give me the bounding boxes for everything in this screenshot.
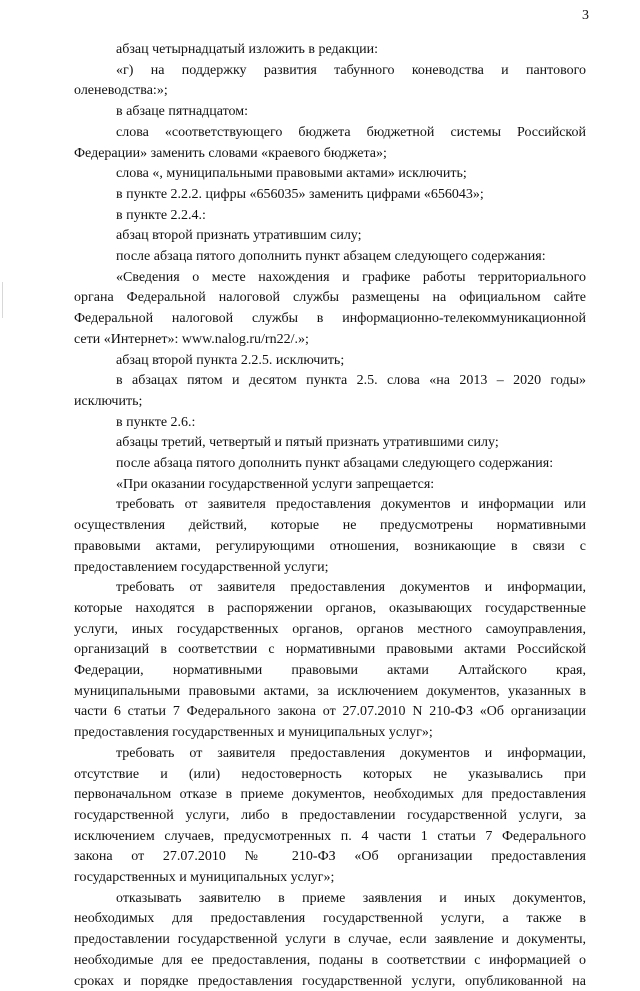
text-line: отказывать заявителю в приеме заявления и иных документов, xyxy=(116,890,586,906)
text-line: абзац второй признать утратившим силу; xyxy=(116,228,362,244)
text-line: государственной услуги, либо в предоставлении государственной услуги, за xyxy=(74,807,586,823)
text-line: требовать от заявителя предоставления документов и информации или xyxy=(116,497,586,513)
text-line: абзац второй пункта 2.2.5. исключить; xyxy=(116,352,345,368)
text-line: закона от 27.07.2010 № 210-ФЗ «Об организации предоставления xyxy=(74,849,586,865)
text-line: в пункте 2.2.4.: xyxy=(116,207,206,223)
text-line: после абзаца пятого дополнить пункт абзацем следующего содержания: xyxy=(116,249,546,264)
text-line: слова «соответствующего бюджета бюджетной системы Российской xyxy=(116,124,586,140)
text-line: в абзаце пятнадцатом: xyxy=(116,104,249,120)
text-line: после абзаца пятого дополнить пункт абзацами следующего содержания: xyxy=(116,456,554,471)
text-line: в пункте 2.6.: xyxy=(116,414,196,430)
text-line: предоставлением государственной услуги; xyxy=(74,559,329,575)
text-line: «г) на поддержку развития табунного коневодства и пантового xyxy=(116,62,586,78)
text-line: Федерации» заменить словами «краевого бюджета»; xyxy=(74,145,387,161)
text-line: необходимые для ее предоставления, поданы в соответствии с информацией о xyxy=(74,952,586,968)
text-line: которые находятся в распоряжении органов, оказывающих государственные xyxy=(74,600,586,616)
text-line: Федеральной налоговой службы в информационно-телекоммуникационной xyxy=(74,311,586,327)
page-number: 3 xyxy=(582,8,589,23)
text-line: осуществления действий, которые не предусмотрены нормативными xyxy=(74,518,586,534)
text-line: первоначальном отказе в приеме документов, необходимых для предоставления xyxy=(74,787,586,803)
text-line: абзацы третий, четвертый и пятый признать утратившими силу; xyxy=(116,435,499,451)
text-line: сети «Интернет»: www.nalog.ru/rn22/.»; xyxy=(74,331,309,347)
text-line: необходимых для предоставления государственной услуги, а также в xyxy=(74,911,586,927)
text-line: требовать от заявителя предоставления документов и информации, xyxy=(116,745,586,761)
text-line: части 6 статьи 7 Федерального закона от 27.07.2010 N 210-ФЗ «Об организации xyxy=(74,704,586,720)
text-line: в абзацах пятом и десятом пункта 2.5. слова «на 2013 – 2020 годы» xyxy=(116,373,586,389)
text-line: услуги, иных государственных органов, органов местного самоуправления, xyxy=(74,621,586,637)
text-line: органа Федеральной налоговой службы размещены на официальном сайте xyxy=(74,290,586,306)
scan-margin-mark xyxy=(2,282,11,318)
text-line: исключением случаев, предусмотренных п. 4 части 1 статьи 7 Федерального xyxy=(74,828,586,844)
text-line: государственных и муниципальных услуг»; xyxy=(74,870,335,885)
text-line: правовыми актами, регулирующими отношения, возникающие в связи с xyxy=(74,538,586,554)
text-line: предоставления государственных и муниципальных услуг»; xyxy=(74,725,433,741)
text-line: слова «, муниципальными правовыми актами» исключить; xyxy=(116,166,467,182)
text-line: «Сведения о месте нахождения и графике работы территориального xyxy=(116,269,586,285)
text-line: требовать от заявителя предоставления документов и информации, xyxy=(116,580,586,596)
text-line: организаций в соответствии с нормативными правовыми актами Российской xyxy=(74,642,586,658)
text-line: предоставлении государственной услуги в случае, если заявление и документы, xyxy=(74,932,586,948)
text-line: сроках и порядке предоставления государственной услуги, опубликованной на xyxy=(74,973,586,989)
text-line: исключить; xyxy=(74,393,143,409)
text-line: абзац четырнадцатый изложить в редакции: xyxy=(116,42,379,57)
text-line: отсутствие и (или) недостоверность которых не указывались при xyxy=(74,766,586,782)
text-line: в пункте 2.2.2. цифры «656035» заменить цифрами «656043»; xyxy=(116,186,484,202)
text-line: «При оказании государственной услуги запрещается: xyxy=(116,476,435,492)
text-line: муниципальными правовыми актами, за исключением документов, указанных в xyxy=(74,683,586,699)
text-line: Федерации, нормативными правовыми актами Алтайского края, xyxy=(74,663,586,678)
text-line: оленеводства:»; xyxy=(74,83,168,99)
